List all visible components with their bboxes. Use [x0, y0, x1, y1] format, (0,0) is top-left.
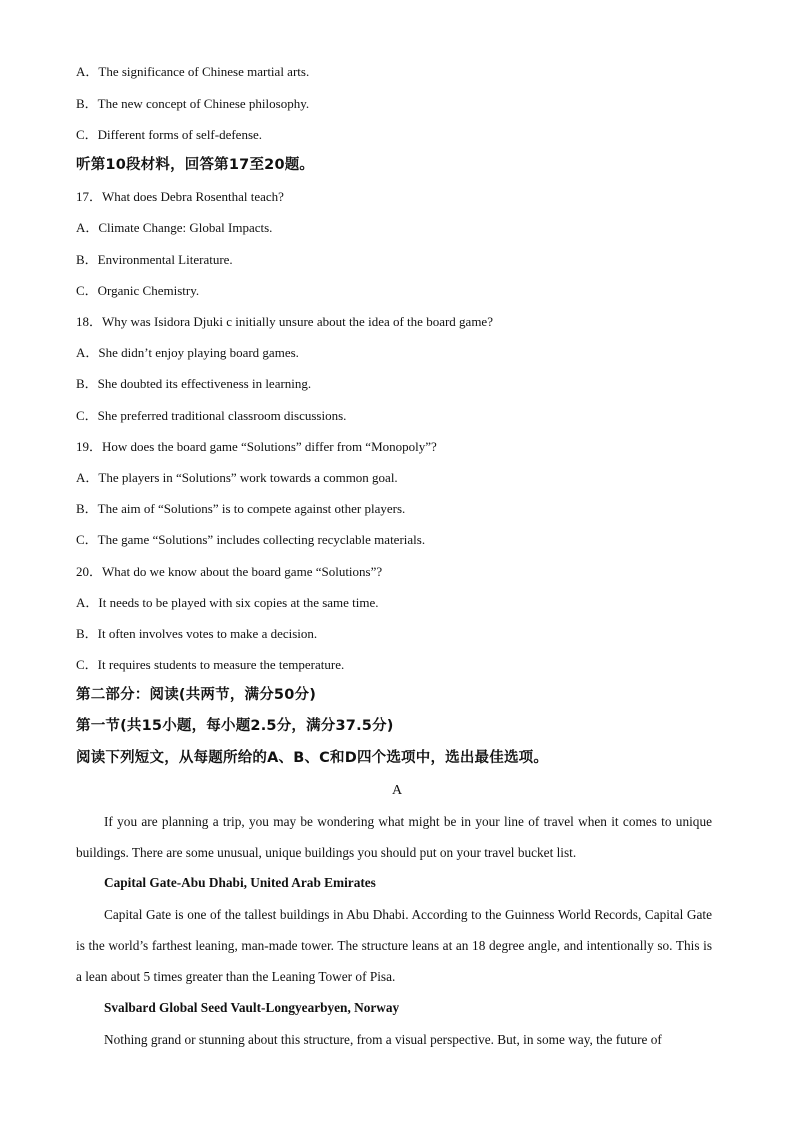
- q16-option-c: C．Different forms of self-defense.: [76, 127, 263, 142]
- q16-option-a: A．The significance of Chinese martial arts.: [76, 64, 310, 79]
- item2-title: Svalbard Global Seed Vault-Longyearbyen, Norway: [104, 1000, 400, 1015]
- q18-option-b: B．She doubted its effectiveness in learning.: [76, 376, 312, 391]
- q19-option-b: B．The aim of “Solutions” is to compete against other players.: [76, 501, 406, 516]
- passage-label: A: [391, 783, 403, 798]
- item1-title: Capital Gate-Abu Dhabi, United Arab Emirates: [104, 875, 376, 890]
- reading-section-heading: 第一节(共15小题，每小题2.5分，满分37.5分): [76, 718, 394, 734]
- item2-text: Nothing grand or stunning about this structure, from a visual perspective. But, in some way, the future of: [104, 1032, 662, 1047]
- reading-part-heading: 第二部分：阅读(共两节，满分50分): [76, 687, 317, 703]
- reading-instruction: 阅读下列短文，从每题所给的A、B、C和D四个选项中，选出最佳选项。: [76, 750, 549, 766]
- q20-option-a: A．It needs to be played with six copies at the same time.: [76, 595, 379, 610]
- q17-option-c: C．Organic Chemistry.: [76, 283, 200, 298]
- section10-instruction: 听第10段材料，回答第17至20题。: [76, 157, 315, 173]
- q19-option-a: A．The players in “Solutions” work towards a common goal.: [76, 470, 398, 485]
- q19-question: 19．How does the board game “Solutions” differ from “Monopoly”?: [76, 439, 437, 454]
- q18-question: 18．Why was Isidora Djuki c initially unsure about the idea of the board game?: [76, 314, 493, 329]
- q20-option-c: C．It requires students to measure the temperature.: [76, 657, 345, 672]
- passage-intro: If you are planning a trip, you may be wondering what might be in your line of travel when it comes to unique buildings. There are some unusual, unique buildings you should put on your travel bucket list.: [76, 814, 712, 860]
- q16-option-b: B．The new concept of Chinese philosophy.: [76, 96, 310, 111]
- item1-text: Capital Gate is one of the tallest buildings in Abu Dhabi. According to the Guinness World Records, Capital Gate is the world’s farthest leaning, man-made tower. The structure leans at an 18 degree angle, and intentionally so. This is a lean about 5 times greater than the Leaning Tower of Pisa.: [76, 907, 712, 984]
- q17-option-a: A．Climate Change: Global Impacts.: [76, 220, 273, 235]
- q20-question: 20．What do we know about the board game “Solutions”?: [76, 564, 383, 579]
- q18-option-c: C．She preferred traditional classroom discussions.: [76, 408, 347, 423]
- q20-option-b: B．It often involves votes to make a decision.: [76, 626, 318, 641]
- q17-option-b: B．Environmental Literature.: [76, 252, 233, 267]
- q18-option-a: A．She didn’t enjoy playing board games.: [76, 345, 299, 360]
- q19-option-c: C．The game “Solutions” includes collecting recyclable materials.: [76, 532, 426, 547]
- q17-question: 17．What does Debra Rosenthal teach?: [76, 189, 284, 204]
